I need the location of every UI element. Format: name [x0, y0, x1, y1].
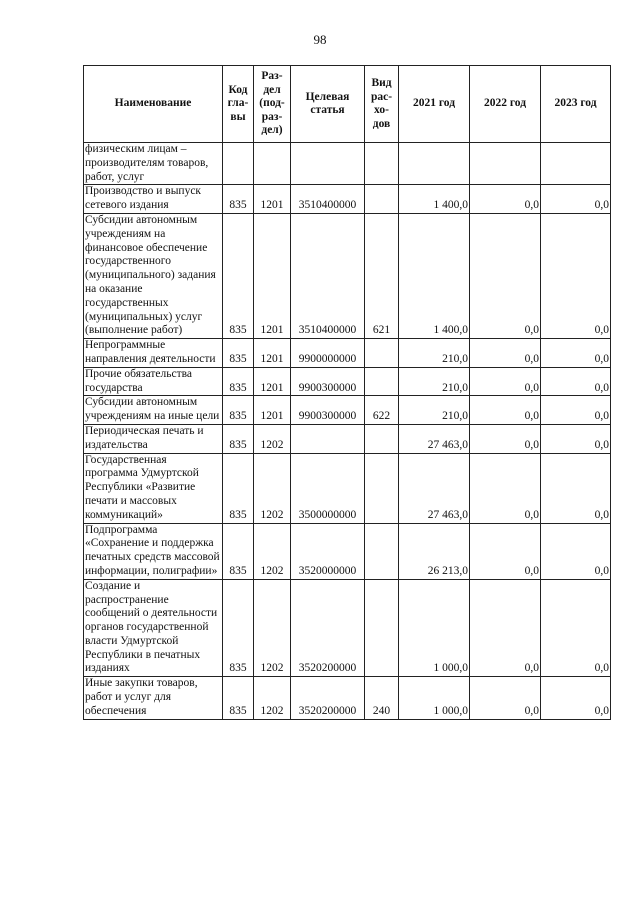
cell-amount-2022: 0,0 — [470, 523, 541, 579]
table-row — [84, 579, 611, 677]
table-row — [84, 213, 611, 338]
header-name: Наименование — [84, 66, 223, 143]
cell-amount-2022: 0,0 — [470, 424, 541, 453]
cell-amount-2023: 0,0 — [541, 367, 611, 396]
cell-expense-type — [365, 339, 399, 368]
cell-section: 1202 — [254, 579, 291, 677]
cell-expense-type — [365, 143, 399, 185]
cell-amount-2023: 0,0 — [541, 213, 611, 338]
cell-amount-2022: 0,0 — [470, 367, 541, 396]
table-row — [84, 396, 611, 425]
table-body — [84, 143, 611, 720]
cell-amount-2023: 0,0 — [541, 453, 611, 523]
cell-chapter-code — [223, 143, 254, 185]
header-year-2022: 2022 год — [470, 66, 541, 143]
cell-expense-type — [365, 579, 399, 677]
cell-name: Субсидии автономным учреждениям на иные цели — [84, 396, 223, 425]
table-row — [84, 424, 611, 453]
cell-name: физическим лицам – производителям товаров, работ, услуг — [84, 143, 223, 185]
cell-amount-2022: 0,0 — [470, 339, 541, 368]
cell-amount-2022: 0,0 — [470, 213, 541, 338]
cell-amount-2023: 0,0 — [541, 579, 611, 677]
cell-amount-2022: 0,0 — [470, 396, 541, 425]
cell-section: 1201 — [254, 339, 291, 368]
table-row — [84, 339, 611, 368]
cell-amount-2021 — [399, 143, 470, 185]
cell-section: 1201 — [254, 185, 291, 214]
cell-amount-2022: 0,0 — [470, 579, 541, 677]
cell-target-article: 3520200000 — [291, 677, 365, 719]
cell-target-article: 9900300000 — [291, 367, 365, 396]
cell-section: 1201 — [254, 213, 291, 338]
cell-name: Государственная программа Удмуртской Республики «Развитие печати и массовых коммуникаций» — [84, 453, 223, 523]
header-year-2023: 2023 год — [541, 66, 611, 143]
cell-expense-type: 621 — [365, 213, 399, 338]
cell-amount-2023: 0,0 — [541, 424, 611, 453]
cell-name: Периодическая печать и издательства — [84, 424, 223, 453]
cell-chapter-code: 835 — [223, 424, 254, 453]
cell-chapter-code: 835 — [223, 367, 254, 396]
cell-name: Непрограммные направления деятельности — [84, 339, 223, 368]
cell-expense-type — [365, 523, 399, 579]
cell-target-article: 9900000000 — [291, 339, 365, 368]
cell-expense-type — [365, 453, 399, 523]
cell-chapter-code: 835 — [223, 213, 254, 338]
budget-table — [83, 65, 611, 720]
cell-section: 1201 — [254, 367, 291, 396]
table-header — [84, 66, 611, 143]
cell-amount-2023: 0,0 — [541, 396, 611, 425]
cell-section — [254, 143, 291, 185]
cell-target-article: 3520200000 — [291, 579, 365, 677]
cell-chapter-code: 835 — [223, 396, 254, 425]
cell-expense-type — [365, 424, 399, 453]
table-row — [84, 367, 611, 396]
cell-amount-2021: 1 400,0 — [399, 185, 470, 214]
cell-amount-2023: 0,0 — [541, 677, 611, 719]
header-expense-type: Вид рас-хо-дов — [365, 66, 399, 143]
cell-section: 1202 — [254, 424, 291, 453]
cell-chapter-code: 835 — [223, 453, 254, 523]
page-number: 98 — [313, 32, 327, 47]
cell-target-article: 3510400000 — [291, 213, 365, 338]
cell-name: Производство и выпуск сетевого издания — [84, 185, 223, 214]
cell-target-article: 3510400000 — [291, 185, 365, 214]
cell-name: Субсидии автономным учреждениям на финансовое обеспечение государственного (муниципального) задания на оказание государственных (муниципальных) услуг (выполнение работ) — [84, 213, 223, 338]
cell-target-article: 9900300000 — [291, 396, 365, 425]
header-target-article: Целевая статья — [291, 66, 365, 143]
cell-expense-type: 240 — [365, 677, 399, 719]
cell-amount-2021: 210,0 — [399, 339, 470, 368]
cell-target-article — [291, 424, 365, 453]
cell-expense-type: 622 — [365, 396, 399, 425]
cell-chapter-code: 835 — [223, 579, 254, 677]
cell-amount-2022: 0,0 — [470, 185, 541, 214]
cell-chapter-code: 835 — [223, 339, 254, 368]
cell-name: Создание и распространение сообщений о деятельности органов государственной власти Удмуртской Республики в печатных изданиях — [84, 579, 223, 677]
cell-chapter-code: 835 — [223, 677, 254, 719]
cell-amount-2021: 210,0 — [399, 367, 470, 396]
cell-section: 1202 — [254, 523, 291, 579]
cell-expense-type — [365, 367, 399, 396]
cell-name: Прочие обязательства государства — [84, 367, 223, 396]
cell-amount-2021: 1 000,0 — [399, 579, 470, 677]
cell-chapter-code: 835 — [223, 523, 254, 579]
cell-amount-2023: 0,0 — [541, 185, 611, 214]
cell-amount-2021: 1 400,0 — [399, 213, 470, 338]
cell-amount-2023: 0,0 — [541, 339, 611, 368]
cell-amount-2021: 26 213,0 — [399, 523, 470, 579]
header-year-2021: 2021 год — [399, 66, 470, 143]
table-row — [84, 185, 611, 214]
table-row — [84, 453, 611, 523]
cell-target-article — [291, 143, 365, 185]
cell-amount-2021: 27 463,0 — [399, 453, 470, 523]
header-section: Раз-дел (под-раз-дел) — [254, 66, 291, 143]
cell-section: 1202 — [254, 677, 291, 719]
cell-name: Подпрограмма «Сохранение и поддержка печатных средств массовой информации, полиграфии» — [84, 523, 223, 579]
cell-chapter-code: 835 — [223, 185, 254, 214]
cell-amount-2022: 0,0 — [470, 453, 541, 523]
cell-amount-2021: 1 000,0 — [399, 677, 470, 719]
cell-amount-2021: 27 463,0 — [399, 424, 470, 453]
cell-amount-2022: 0,0 — [470, 677, 541, 719]
table-row — [84, 677, 611, 719]
cell-amount-2021: 210,0 — [399, 396, 470, 425]
cell-name: Иные закупки товаров, работ и услуг для обеспечения — [84, 677, 223, 719]
cell-target-article: 3500000000 — [291, 453, 365, 523]
cell-section: 1202 — [254, 453, 291, 523]
cell-section: 1201 — [254, 396, 291, 425]
cell-amount-2023: 0,0 — [541, 523, 611, 579]
table-row — [84, 143, 611, 185]
cell-amount-2022 — [470, 143, 541, 185]
cell-expense-type — [365, 185, 399, 214]
cell-amount-2023 — [541, 143, 611, 185]
header-chapter-code: Код гла-вы — [223, 66, 254, 143]
cell-target-article: 3520000000 — [291, 523, 365, 579]
table-row — [84, 523, 611, 579]
